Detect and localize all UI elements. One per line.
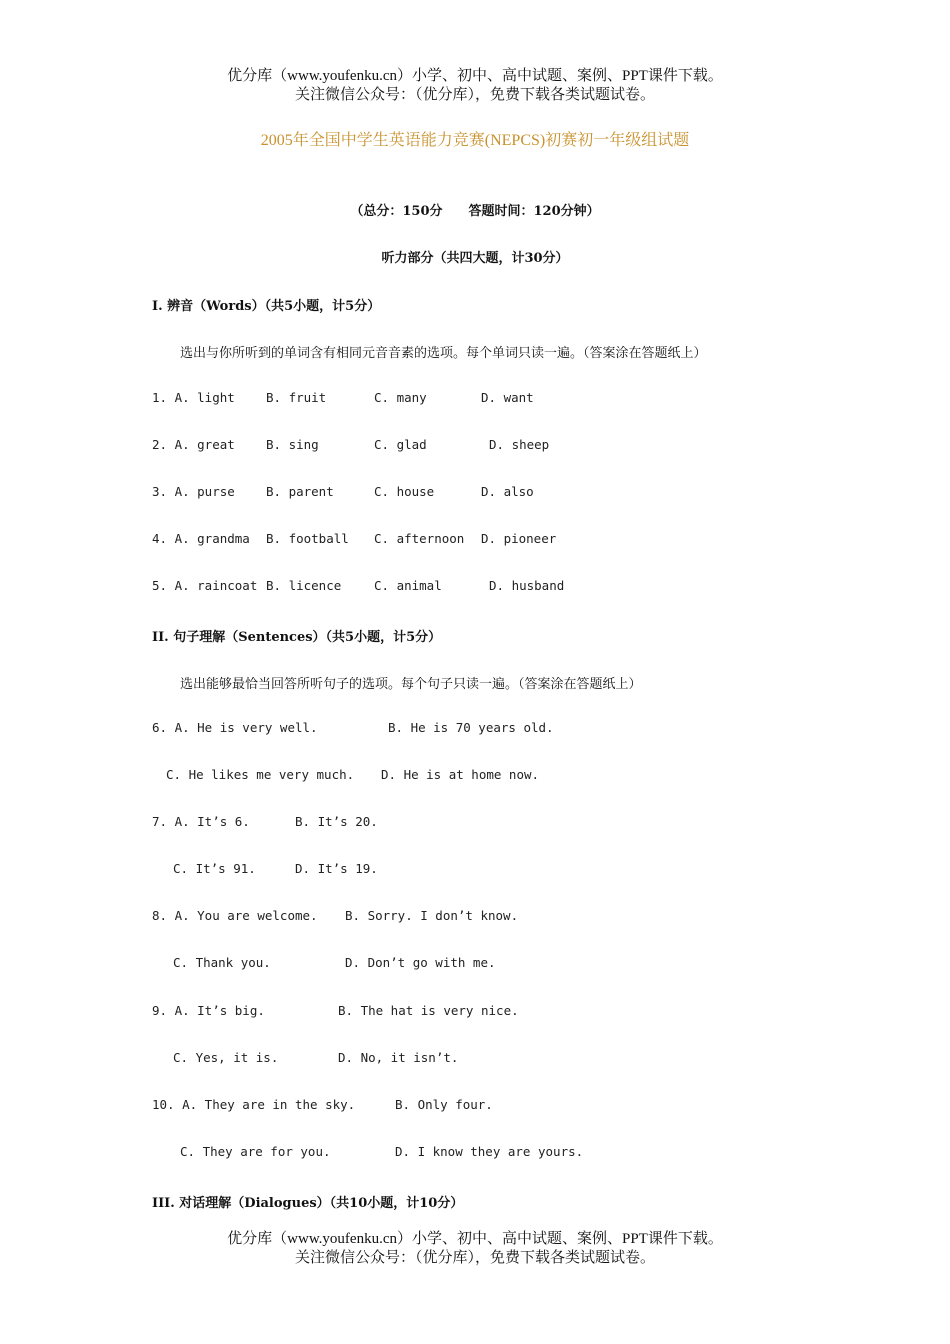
page-title: 2005年全国中学生英语能力竞赛(NEPCS)初赛初一年级组试题: [260, 132, 690, 149]
option-c: C. animal: [374, 578, 442, 593]
option-a: 3. A. purse: [152, 484, 235, 499]
option-c: C. house: [374, 484, 435, 499]
header-line-2: 关注微信公众号：（优分库），免费下载各类试题试卷。: [294, 87, 655, 103]
option-b: B. It’s 20.: [295, 814, 378, 829]
option-b: B. fruit: [266, 390, 327, 405]
option-d: D. want: [481, 390, 534, 405]
option-b: B. sing: [266, 437, 319, 452]
option-b: B. licence: [266, 578, 342, 593]
option-a: 1. A. light: [152, 390, 235, 405]
question-1: [0, 390, 950, 408]
question-9-row-1: [0, 1003, 950, 1021]
option-c: C. many: [374, 390, 427, 405]
option-a: 5. A. raincoat: [152, 578, 258, 593]
option-a: 2. A. great: [152, 437, 235, 452]
option-c: C. They are for you.: [180, 1144, 331, 1159]
option-d: D. I know they are yours.: [395, 1144, 584, 1159]
option-a: 9. A. It’s big.: [152, 1003, 265, 1018]
question-7-row-1: [0, 814, 950, 832]
option-c: C. Thank you.: [173, 955, 271, 970]
question-9-row-2: [0, 1050, 950, 1068]
option-a: 4. A. grandma: [152, 531, 250, 546]
section-2-heading: II. 句子理解（Sentences）（共5小题，计5分）: [152, 630, 442, 645]
option-b: B. He is 70 years old.: [388, 720, 554, 735]
option-d: D. also: [481, 484, 534, 499]
option-d: D. husband: [489, 578, 565, 593]
question-3: [0, 484, 950, 502]
option-a: 7. A. It’s 6.: [152, 814, 250, 829]
section-1-instruction: 选出与你所听到的单词含有相同元音音素的选项。每个单词只读一遍。（答案涂在答题纸上）: [180, 346, 707, 361]
footer-line-2: 关注微信公众号：（优分库），免费下载各类试题试卷。: [294, 1250, 655, 1266]
option-b: B. The hat is very nice.: [338, 1003, 519, 1018]
question-2: [0, 437, 950, 455]
option-c: C. It’s 91.: [173, 861, 256, 876]
option-c: C. afternoon: [374, 531, 465, 546]
question-8-row-2: [0, 955, 950, 973]
question-5: [0, 578, 950, 596]
option-d: D. It’s 19.: [295, 861, 378, 876]
option-d: D. sheep: [489, 437, 550, 452]
option-a: 8. A. You are welcome.: [152, 908, 318, 923]
option-b: B. parent: [266, 484, 334, 499]
listening-title: 听力部分（共四大题，计30分）: [381, 251, 569, 266]
option-d: D. pioneer: [481, 531, 557, 546]
option-a: 6. A. He is very well.: [152, 720, 318, 735]
option-d: D. He is at home now.: [381, 767, 540, 782]
section-3-heading: III. 对话理解（Dialogues）（共10小题，计10分）: [152, 1196, 464, 1211]
score-info: （总分：150分 答题时间：120分钟）: [350, 204, 600, 219]
option-c: C. He likes me very much.: [166, 767, 355, 782]
section-1-heading: I. 辨音（Words）（共5小题，计5分）: [152, 299, 381, 314]
option-c: C. Yes, it is.: [173, 1050, 279, 1065]
footer-line-1: 优分库（www.youfenku.cn）小学、初中、高中试题、案例、PPT课件下载。: [227, 1231, 723, 1247]
option-b: B. Sorry. I don’t know.: [345, 908, 519, 923]
question-4: [0, 531, 950, 549]
question-10-row-2: [0, 1144, 950, 1162]
question-6-row-1: [0, 720, 950, 738]
header-line-1: 优分库（www.youfenku.cn）小学、初中、高中试题、案例、PPT课件下载。: [227, 68, 723, 84]
section-2-instruction: 选出能够最恰当回答所听句子的选项。每个句子只读一遍。（答案涂在答题纸上）: [180, 677, 642, 692]
option-b: B. Only four.: [395, 1097, 493, 1112]
question-10-row-1: [0, 1097, 950, 1115]
question-6-row-2: [0, 767, 950, 785]
option-b: B. football: [266, 531, 349, 546]
question-8-row-1: [0, 908, 950, 926]
question-7-row-2: [0, 861, 950, 879]
option-a: 10. A. They are in the sky.: [152, 1097, 356, 1112]
option-d: D. No, it isn’t.: [338, 1050, 459, 1065]
option-c: C. glad: [374, 437, 427, 452]
option-d: D. Don’t go with me.: [345, 955, 496, 970]
